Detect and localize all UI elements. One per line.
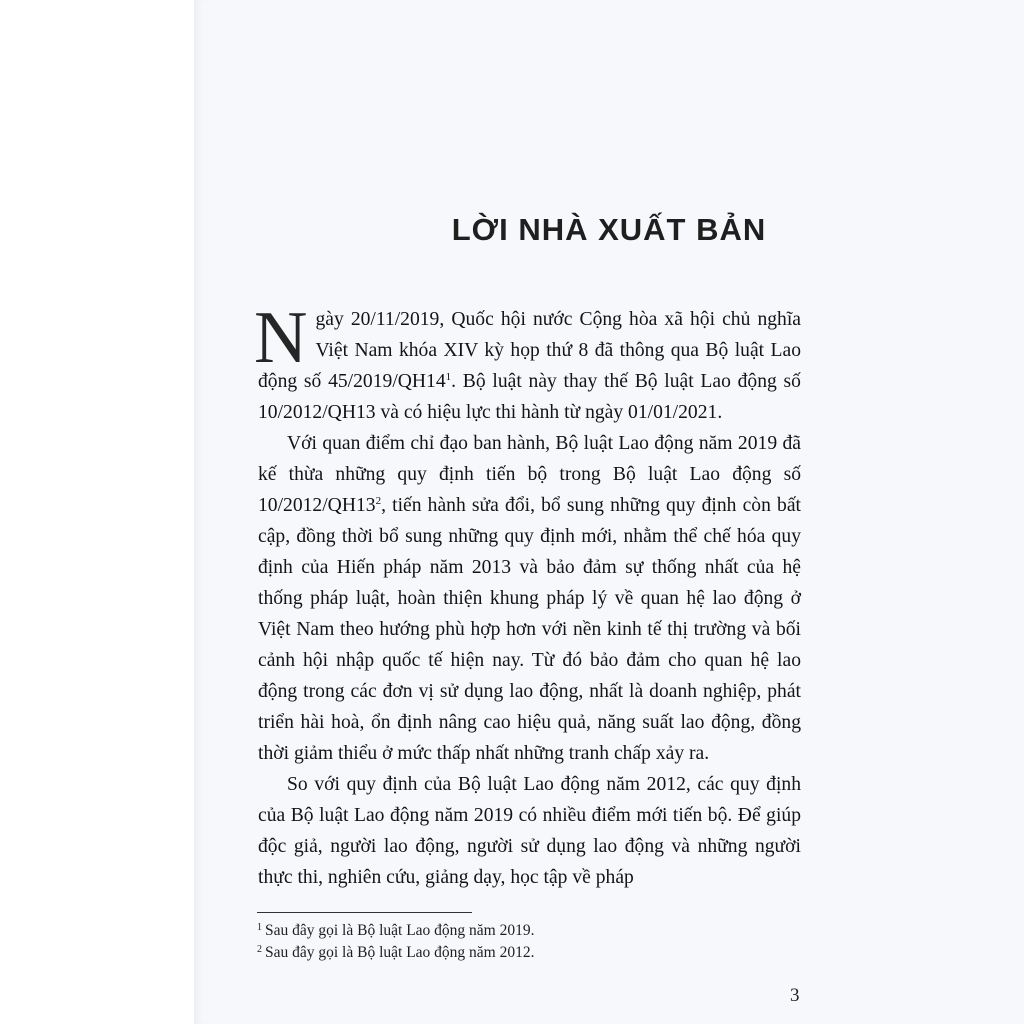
paragraph-1 — [254, 297, 801, 428]
footnote-divider — [257, 912, 472, 913]
page-number: 3 — [790, 985, 800, 1006]
footnote-2 — [257, 942, 817, 964]
paragraph-3 — [258, 769, 801, 893]
footnote-1 — [257, 920, 817, 942]
footnote-mark-2: 2 — [257, 944, 262, 955]
paragraph-1-text-cont: . Bộ luật này thay thế Bộ luật Lao động số 10/2012/QH13 và có hiệu lực thi hành từ ngày 01/01/2021. — [258, 371, 801, 423]
paragraph-2-text-cont: , tiến hành sửa đổi, bổ sung những quy định còn bất cập, đồng thời bổ sung những quy định mới, nhằm thể chế hóa quy định của Hiến pháp năm 2013 và bảo đảm sự thống nhất của hệ thống pháp luật, hoàn thiện khung pháp lý về quan hệ lao động ở Việt Nam theo hướng phù hợp hơn với nền kinh tế thị trường và bối cảnh hội nhập quốc tế hiện nay. Từ đó bảo đảm cho quan hệ lao động trong các đơn vị sử dụng lao động, nhất là doanh nghiệp, phát triển hài hoà, ổn định nâng cao hiệu quả, năng suất lao động, đồng thời giảm thiểu ở mức thấp nhất những tranh chấp xảy ra. — [258, 495, 801, 764]
paragraph-2 — [258, 428, 801, 769]
footnotes — [257, 920, 817, 964]
footnote-ref-2: 2 — [375, 495, 382, 507]
footnote-1-text: Sau đây gọi là Bộ luật Lao động năm 2019. — [265, 922, 535, 939]
book-page — [194, 0, 1024, 1024]
footnote-ref-1: 1 — [445, 371, 452, 383]
paragraph-3-text: So với quy định của Bộ luật Lao động năm 2012, các quy định của Bộ luật Lao động năm 2019 có nhiều điểm mới tiến bộ. Để giúp độc giả, người lao động, người sử dụng lao động và những người thực thi, nghiên cứu, giảng dạy, học tập về pháp — [258, 774, 801, 888]
paragraph-1-text: gày 20/11/2019, Quốc hội nước Cộng hòa xã hội chủ nghĩa Việt Nam khóa XIV kỳ họp thứ 8 đã thông qua Bộ luật Lao động số 45/2019/QH14 — [258, 309, 801, 392]
footnote-mark-1: 1 — [257, 922, 262, 933]
body-text — [254, 297, 801, 893]
drop-cap: N — [254, 297, 308, 379]
paragraph-2-text: Với quan điểm chỉ đạo ban hành, Bộ luật Lao động năm 2019 đã kế thừa những quy định tiến bộ trong Bộ luật Lao động số 10/2012/QH13 — [258, 433, 801, 516]
page-title: LỜI NHÀ XUẤT BẢN — [451, 212, 767, 247]
footnote-2-text: Sau đây gọi là Bộ luật Lao động năm 2012. — [265, 944, 535, 961]
